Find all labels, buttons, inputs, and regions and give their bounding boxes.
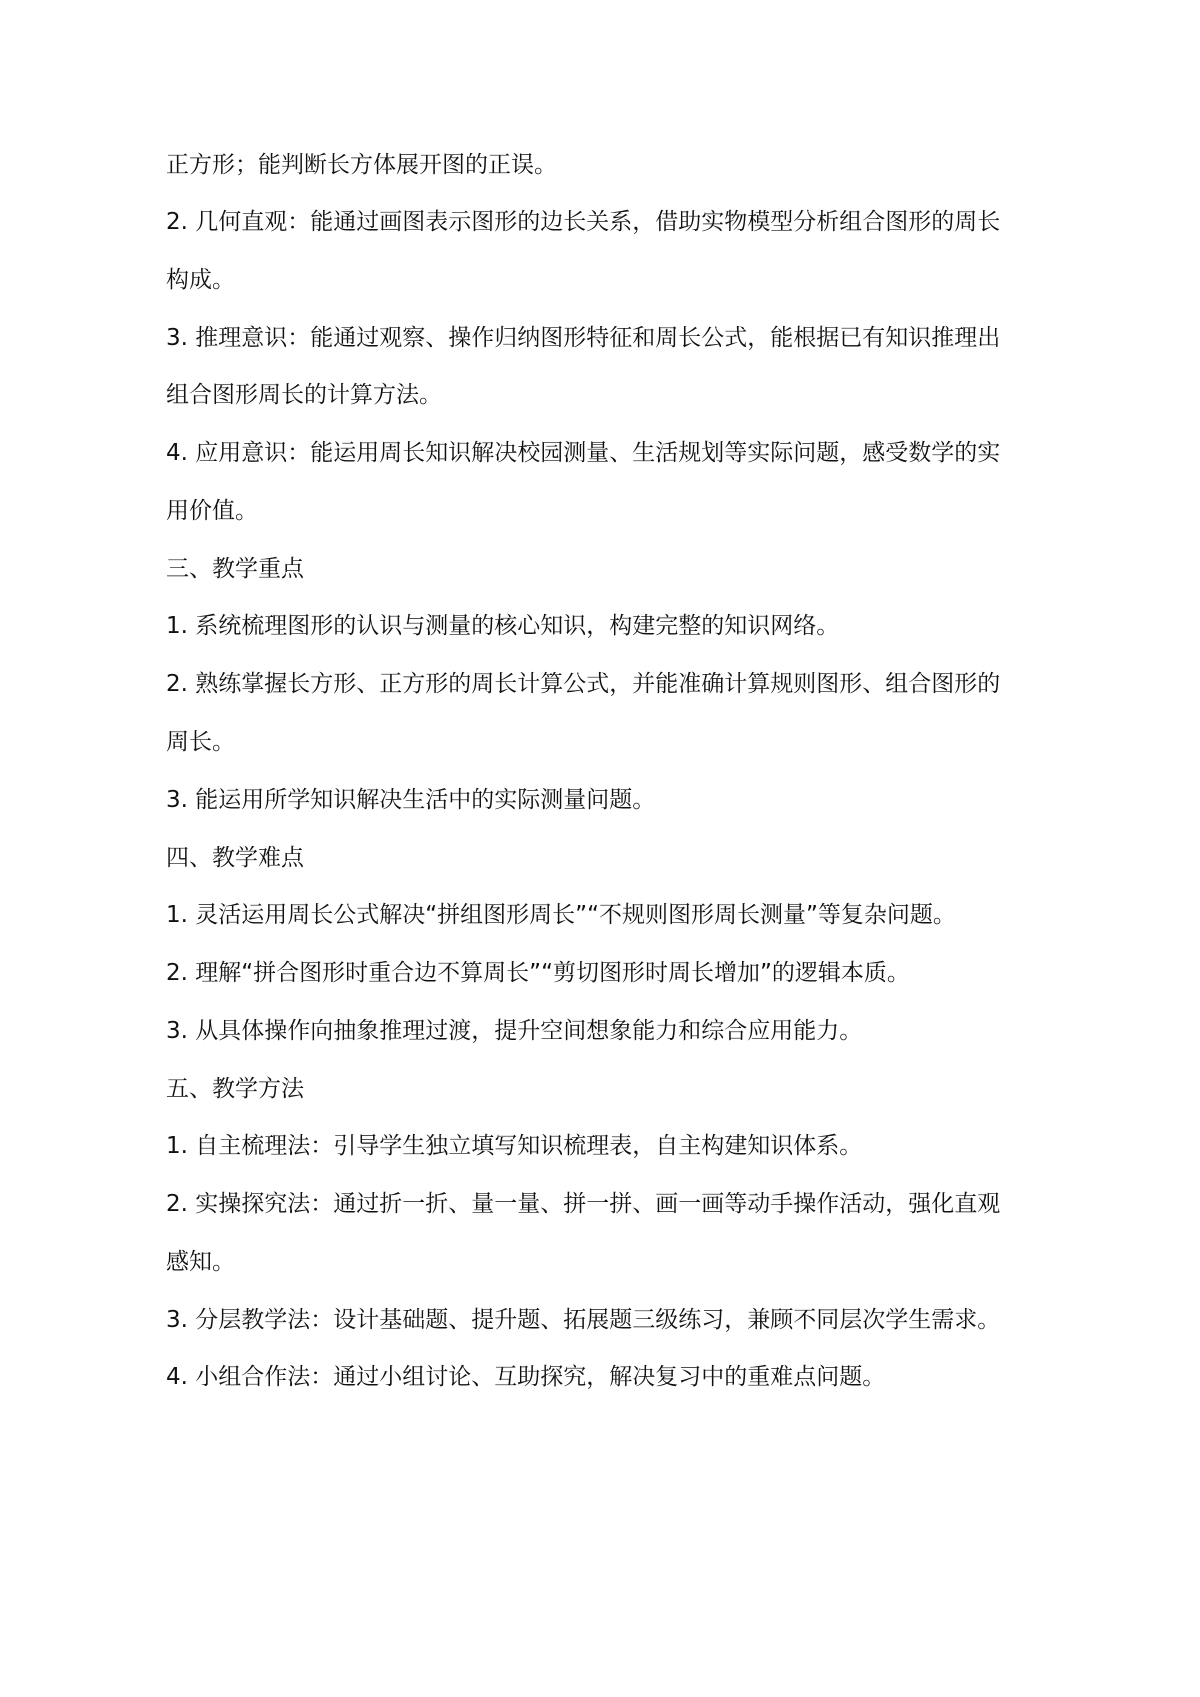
text-line: 2. 几何直观：能通过画图表示图形的边长关系，借助实物模型分析组合图形的周长: [166, 209, 1001, 235]
text-line: 构成。: [166, 267, 235, 293]
text-line: 3. 能运用所学知识解决生活中的实际测量问题。: [166, 787, 656, 813]
text-line: 3. 分层教学法：设计基础题、提升题、拓展题三级练习，兼顾不同层次学生需求。: [166, 1307, 1001, 1333]
text-line: 2. 理解“拼合图形时重合边不算周长”“剪切图形时周长增加”的逻辑本质。: [166, 960, 910, 986]
text-line: 正方形；能判断长方体展开图的正误。: [166, 152, 557, 178]
text-line: 2. 实操探究法：通过折一折、量一量、拼一拼、画一画等动手操作活动，强化直观: [166, 1191, 1001, 1217]
text-line: 组合图形周长的计算方法。: [166, 382, 442, 408]
text-line: 3. 从具体操作向抽象推理过渡，提升空间想象能力和综合应用能力。: [166, 1018, 863, 1044]
text-line: 1. 系统梳理图形的认识与测量的核心知识，构建完整的知识网络。: [166, 613, 840, 639]
section-heading: 三、教学重点: [166, 556, 304, 582]
text-line: 4. 小组合作法：通过小组讨论、互助探究，解决复习中的重难点问题。: [166, 1364, 886, 1390]
text-line: 1. 自主梳理法：引导学生独立填写知识梳理表，自主构建知识体系。: [166, 1133, 863, 1159]
text-line: 1. 灵活运用周长公式解决“拼组图形周长”“不规则图形周长测量”等复杂问题。: [166, 902, 956, 928]
section-heading: 五、教学方法: [166, 1076, 304, 1102]
text-line: 感知。: [166, 1249, 235, 1275]
text-line: 周长。: [166, 729, 235, 755]
text-line: 3. 推理意识：能通过观察、操作归纳图形特征和周长公式，能根据已有知识推理出: [166, 325, 1001, 351]
text-line: 4. 应用意识：能运用周长知识解决校园测量、生活规划等实际问题，感受数学的实: [166, 440, 1001, 466]
section-heading: 四、教学难点: [166, 845, 304, 871]
text-line: 2. 熟练掌握长方形、正方形的周长计算公式，并能准确计算规则图形、组合图形的: [166, 671, 1001, 697]
text-line: 用价值。: [166, 498, 258, 524]
